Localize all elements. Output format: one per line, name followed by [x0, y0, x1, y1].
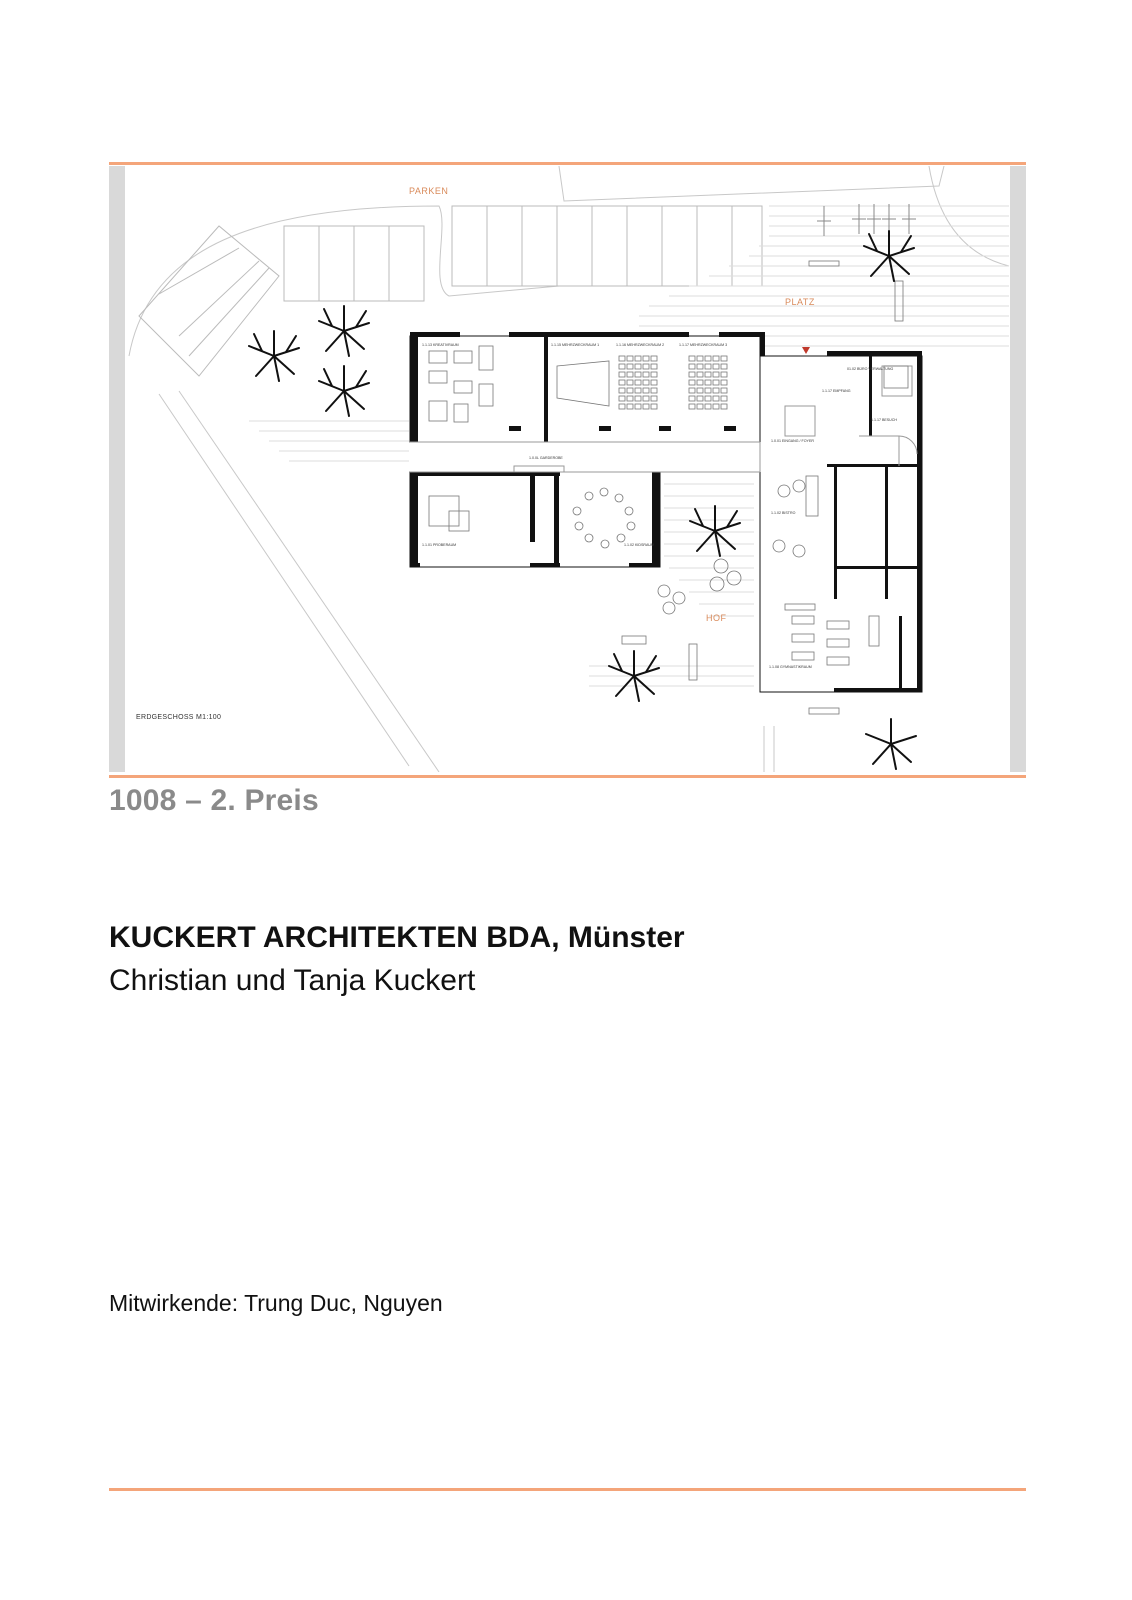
room-label: 1.1.17 EMPFANG: [822, 389, 851, 393]
entrance-marker: [802, 347, 810, 354]
room-label: 1.1.02 BISTRO: [771, 511, 796, 515]
room-label: 1.1.01 PROBERAUM: [422, 543, 457, 547]
room-label: 1.0.0L GARDEROBE: [529, 456, 563, 460]
room-label: 1.0.01 EINGANG / FOYER: [771, 439, 814, 443]
room-label: 1.1.08 GYMNASTIKRAUM: [769, 665, 812, 669]
top-rule: [109, 162, 1026, 165]
room-label: 1.1.17 MEHRZWECKRAUM 3: [679, 343, 728, 347]
room-label: 1.1.15 MEHRZWECKRAUM 1: [551, 343, 600, 347]
contributors: Mitwirkende: Trung Duc, Nguyen: [109, 1290, 443, 1316]
room-label: 1.1.17 BESUCH: [871, 418, 897, 422]
office-name: KUCKERT ARCHITEKTEN BDA, Münster: [109, 921, 685, 954]
entry-caption: 1008 – 2. Preis: [109, 784, 319, 817]
room-label: 1.1.02 KIDSRAUM: [624, 543, 654, 547]
plan-label-parken: PARKEN: [409, 186, 449, 196]
plan-label-hof: HOF: [706, 613, 727, 623]
plan-bottom-rule: [109, 775, 1026, 778]
floor-plan-drawing: [109, 166, 1026, 772]
room-label: 1.1.13 KREATIVRAUM: [422, 343, 459, 347]
plan-title: ERDGESCHOSS M1:100: [136, 714, 222, 721]
room-label: 01.02 BÜRO VERWALTUNG: [847, 367, 894, 371]
room-label: 1.1.16 MEHRZWECKRAUM 2: [616, 343, 665, 347]
plan-label-platz: PLATZ: [785, 297, 815, 307]
bottom-rule: [109, 1488, 1026, 1491]
architect-names: Christian und Tanja Kuckert: [109, 964, 476, 997]
